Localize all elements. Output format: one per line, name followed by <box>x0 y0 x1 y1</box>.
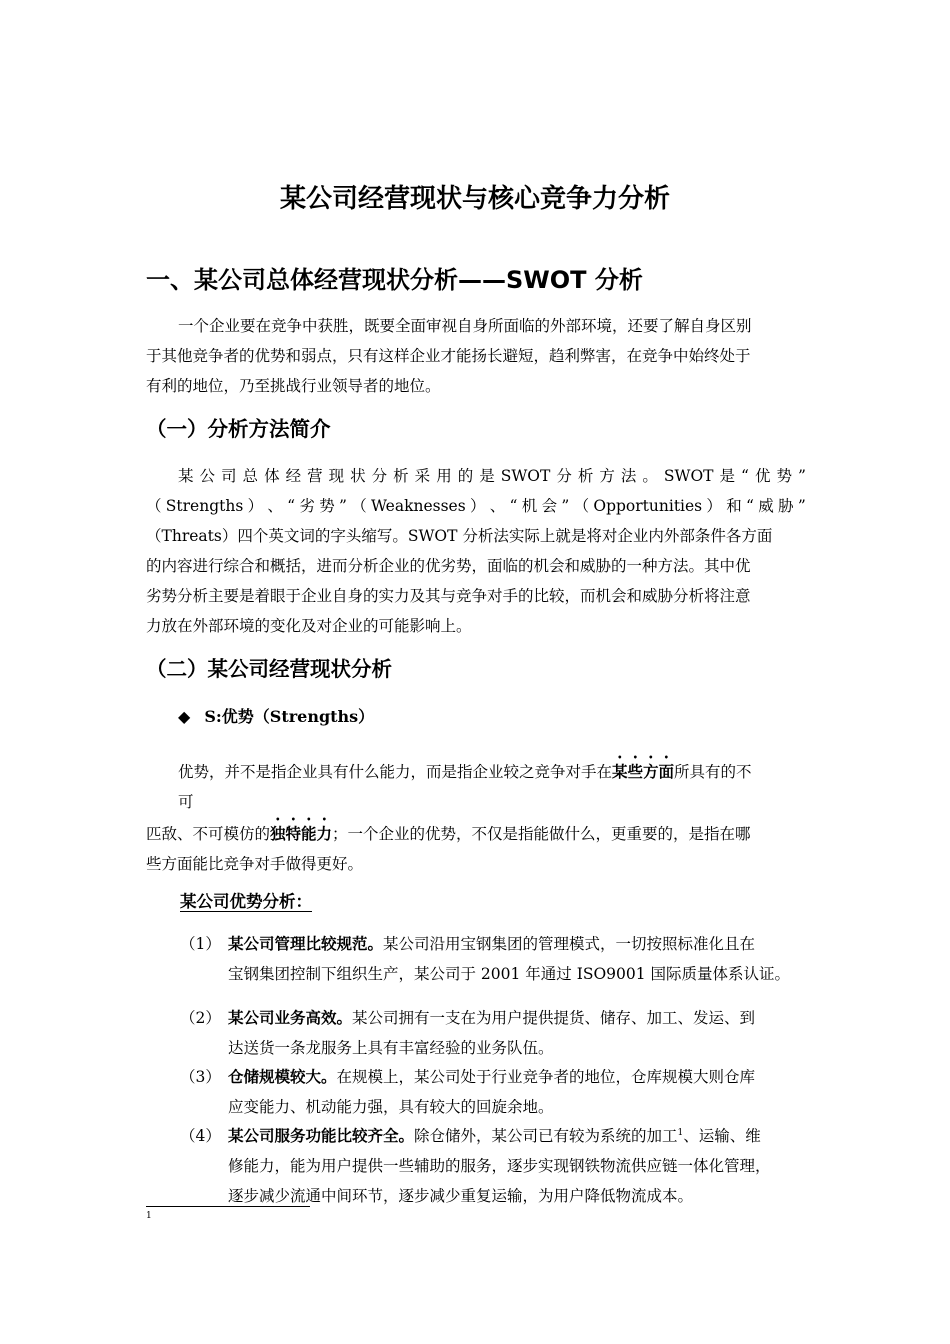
justified-token: 公 <box>199 467 216 485</box>
justified-token: 的 <box>457 467 474 485</box>
footnote-reference[interactable]: 1 <box>677 1127 684 1138</box>
justified-line <box>146 461 806 491</box>
justified-token: 、 <box>267 497 283 515</box>
emphasized-text: 独特能力 <box>270 824 333 843</box>
text-run: 所具有的不 <box>674 763 752 781</box>
text-run: 在规模上，某公司处于行业竞争者的地位，仓库规模大则仓库 <box>336 1068 756 1086</box>
list-item <box>180 929 820 989</box>
justified-token: 总 <box>242 467 259 485</box>
justified-token: ” <box>798 467 806 485</box>
justified-token: 分 <box>371 467 388 485</box>
list-number: （4） <box>180 1127 221 1145</box>
justified-token: SWOT <box>500 467 551 485</box>
justified-token: 法 <box>620 467 637 485</box>
paragraph-line: 逐步减少流通中间环节，逐步减少重复运输，为用户降低物流成本。 <box>228 1187 694 1205</box>
strength-analysis-heading: 某公司优势分析： <box>180 892 312 911</box>
list-item <box>180 1062 820 1122</box>
justified-token: SWOT <box>663 467 714 485</box>
justified-token: （ <box>146 497 162 515</box>
justified-token: （ <box>573 497 590 515</box>
justified-token: 状 <box>350 467 366 485</box>
justified-token: 势 <box>319 497 335 515</box>
paragraph-line: 宝钢集团控制下组织生产，某公司于 2001 年通过 ISO9001 国际质量体系认证。 <box>228 965 791 983</box>
subsection-heading-method: （一）分析方法简介 <box>146 417 331 441</box>
justified-token: 威 <box>758 497 774 515</box>
justified-token: 采 <box>414 467 431 485</box>
document-title: 某公司经营现状与核心竞争力分析 <box>279 184 670 214</box>
strength-definition-line1 <box>178 752 752 817</box>
justified-token: Strengths <box>165 497 244 515</box>
list-item <box>180 1003 820 1063</box>
paragraph-line <box>178 752 752 787</box>
footnote-mark: 1 <box>146 1211 152 1221</box>
justified-token: 。 <box>642 467 658 485</box>
justified-token: ” <box>561 497 570 515</box>
emphasized-text: 某些方面 <box>612 762 675 781</box>
justified-token: Opportunities <box>593 497 703 515</box>
subsection-heading-status: （二）某公司经营现状分析 <box>146 657 392 681</box>
justified-token: 析 <box>393 467 409 485</box>
justified-token: “ <box>509 497 518 515</box>
list-item-body <box>228 929 820 989</box>
paragraph-line <box>228 1062 820 1092</box>
paragraph-line <box>228 929 820 959</box>
paragraph-line <box>146 814 751 849</box>
justified-token: ） <box>247 497 264 515</box>
section-heading-swot: 一、某公司总体经营现状分析——SWOT 分析 <box>146 266 643 294</box>
justified-token: ” <box>338 497 347 515</box>
paragraph-line: （Threats）四个英文词的字头缩写。SWOT 分析法实际上就是将对企业内外部条件各方面 <box>146 527 773 545</box>
paragraph-line: 可 <box>178 793 194 811</box>
bullet-label: S:优势（Strengths） <box>204 707 375 726</box>
justified-token: 用 <box>436 467 452 485</box>
text-run: 某公司沿用宝钢集团的管理模式，一切按照标准化且在 <box>383 935 756 953</box>
justified-line <box>146 491 806 521</box>
paragraph-line <box>228 1003 820 1033</box>
list-item-body <box>228 1062 820 1122</box>
text-run: 、运输、维 <box>683 1127 761 1145</box>
paragraph-line: 劣势分析主要是着眼于企业自身的实力及其与竞争对手的比较，而机会和威胁分析将注意 <box>146 587 751 605</box>
list-number: （1） <box>180 935 221 953</box>
justified-token: 析 <box>577 467 594 485</box>
paragraph-line: 一个企业要在竞争中获胜，既要全面审视自身所面临的外部环境，还要了解自身区别 <box>178 317 752 335</box>
justified-token: Weaknesses <box>371 497 466 515</box>
paragraph-line: 于其他竞争者的优势和弱点，只有这样企业才能扬长避短，趋利弊害，在竞争中始终处于 <box>146 347 751 365</box>
justified-token: ” <box>797 497 806 515</box>
paragraph-line: 达送货一条龙服务上具有丰富经验的业务队伍。 <box>228 1039 554 1057</box>
justified-token: 经 <box>285 467 302 485</box>
justified-token: “ <box>741 467 749 485</box>
bold-lead: 某公司业务高效。 <box>228 1008 353 1027</box>
justified-token: ） <box>469 497 486 515</box>
bold-lead: 某公司管理比较规范。 <box>228 934 384 953</box>
justified-token: 分 <box>556 467 572 485</box>
paragraph-line: 应变能力、机动能力强，具有较大的回旋余地。 <box>228 1098 554 1116</box>
list-item-body <box>228 1003 820 1063</box>
justified-token: 现 <box>328 467 345 485</box>
justified-token: 方 <box>599 467 615 485</box>
justified-token: 胁 <box>778 497 794 515</box>
justified-token: 会 <box>541 497 558 515</box>
justified-token: 优 <box>754 467 771 485</box>
method-paragraph <box>146 461 806 641</box>
justified-token: 是 <box>719 467 736 485</box>
bold-lead: 仓储规模较大。 <box>228 1067 337 1086</box>
justified-token: （ <box>351 497 367 515</box>
justified-token: 劣 <box>299 497 315 515</box>
paragraph-line: 修能力，能为用户提供一些辅助的服务，逐步实现钢铁物流供应链一体化管理， <box>228 1157 771 1175</box>
text-run: 匹敌、不可模仿的 <box>146 825 271 843</box>
text-run: 优势，并不是指企业具有什么能力，而是指企业较之竞争对手在 <box>178 763 613 781</box>
strength-definition-rest <box>146 814 751 879</box>
justified-token: 营 <box>307 467 323 485</box>
paragraph-line: 力放在外部环境的变化及对企业的可能影响上。 <box>146 617 472 635</box>
justified-token: 、 <box>489 497 506 515</box>
intro-paragraph <box>146 311 752 401</box>
justified-token: “ <box>287 497 296 515</box>
text-run: 除仓储外，某公司已有较为系统的加工 <box>414 1127 678 1145</box>
justified-token: “ <box>746 497 754 515</box>
justified-token: 是 <box>479 467 495 485</box>
paragraph-line <box>228 1121 820 1151</box>
paragraph-line: 有利的地位，乃至挑战行业领导者的地位。 <box>146 377 441 395</box>
justified-token: 司 <box>221 467 237 485</box>
paragraph-line: 些方面能比竞争对手做得更好。 <box>146 855 364 873</box>
text-run: 某公司拥有一支在为用户提供提货、储存、加工、发运、到 <box>352 1009 756 1027</box>
bullet-strengths <box>178 704 374 727</box>
footnote-separator <box>146 1206 310 1207</box>
justified-token: 机 <box>521 497 538 515</box>
justified-token: 势 <box>776 467 793 485</box>
justified-token: ） <box>706 497 722 515</box>
bold-lead: 某公司服务功能比较齐全。 <box>228 1126 415 1145</box>
list-number: （3） <box>180 1068 221 1086</box>
justified-token: 某 <box>178 467 194 485</box>
list-item-body <box>228 1121 820 1211</box>
justified-token: 和 <box>726 497 742 515</box>
paragraph-line: 的内容进行综合和概括，进而分析企业的优劣势，面临的机会和威胁的一种方法。其中优 <box>146 557 751 575</box>
justified-token: 体 <box>264 467 280 485</box>
list-number: （2） <box>180 1009 221 1027</box>
diamond-bullet-icon: ◆ <box>178 707 191 726</box>
list-item <box>180 1121 820 1211</box>
text-run: ；一个企业的优势，不仅是指能做什么，更重要的，是指在哪 <box>332 825 751 843</box>
